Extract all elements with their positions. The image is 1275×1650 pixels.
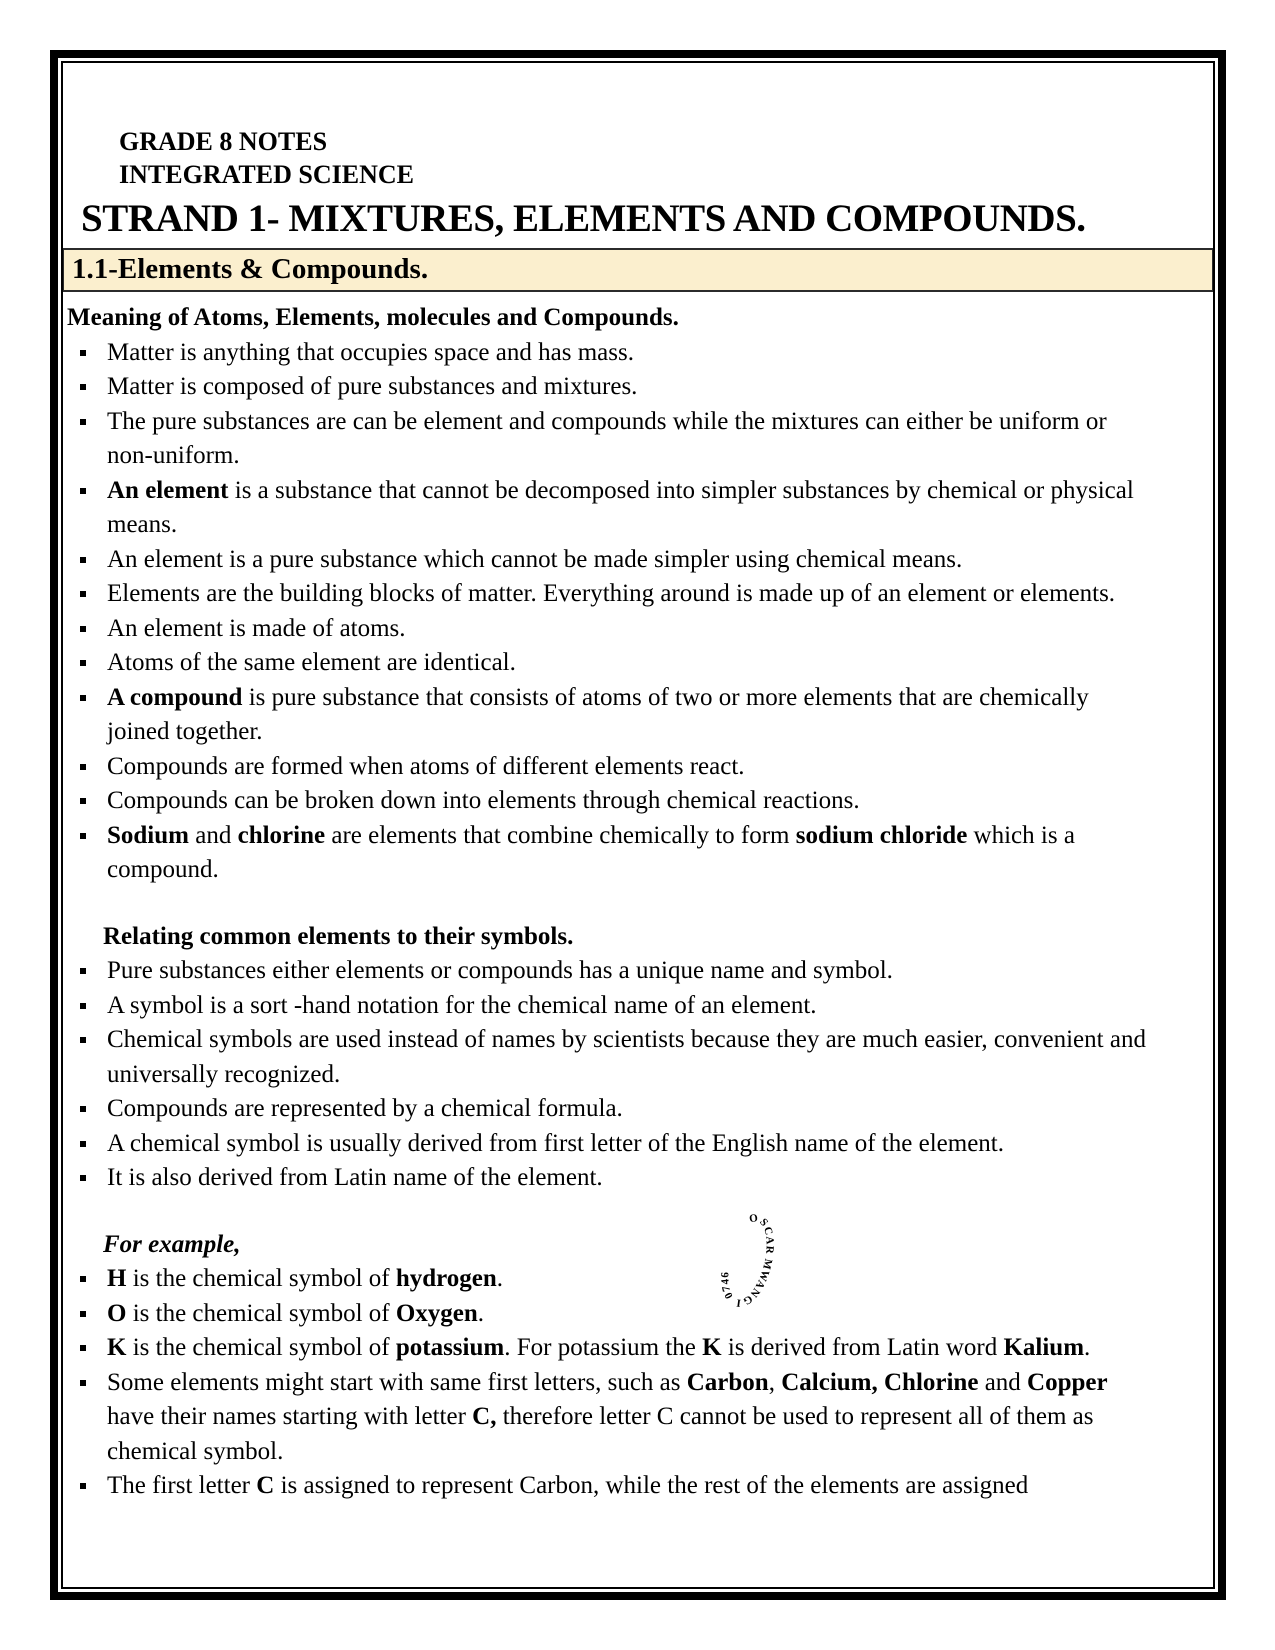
bullet-square-icon <box>80 350 86 356</box>
spacer <box>63 888 1151 920</box>
text-run: Some elements might start with same first letters, such as Carbon, Calcium, Chlorine and Copper have their names starting with letter C, therefore letter C cannot be used to represent all of them as chemical symbol. <box>107 1368 1108 1465</box>
page-inner-border <box>61 61 1215 1589</box>
bullet-square-icon <box>80 764 86 770</box>
text-run: Compounds are formed when atoms of different elements react. <box>107 752 745 780</box>
bullet-square-icon <box>80 1141 86 1147</box>
bullet-square-icon <box>80 557 86 563</box>
spacer <box>63 1196 1151 1228</box>
bullet-square-icon <box>80 1380 86 1386</box>
bullet-square-icon <box>80 1345 86 1351</box>
text-run: A symbol is a sort -hand notation for the chemical name of an element. <box>107 991 817 1019</box>
section-heading <box>103 920 1151 955</box>
bullet-item <box>67 1262 1151 1297</box>
text-run: An element is a substance that cannot be decomposed into simpler substances by chemical or physical means. <box>107 476 1134 538</box>
text-run: Elements are the building blocks of matter. Everything around is made up of an element or elements. <box>107 580 1116 607</box>
bullet-item <box>67 1469 1151 1504</box>
section-heading <box>103 1228 1151 1263</box>
bullet-square-icon <box>80 968 86 974</box>
text-run: Relating common elements to their symbols. <box>103 922 574 950</box>
text-run: K is the chemical symbol of potassium. For potassium the K is derived from Latin word Kalium. <box>107 1334 1091 1361</box>
bullet-item <box>67 784 1151 819</box>
bullet-item <box>67 1092 1151 1127</box>
bullet-item <box>67 405 1151 474</box>
bullet-square-icon <box>80 1276 86 1282</box>
text-run: The pure substances are can be element and compounds while the mixtures can either be uniform or non-uniform. <box>107 407 1107 469</box>
text-run: The first letter C is assigned to represent Carbon, while the rest of the elements are assigned <box>107 1472 1029 1499</box>
bullet-square-icon <box>80 384 86 390</box>
bullet-square-icon <box>80 591 86 597</box>
page-outer-border <box>50 50 1226 1600</box>
text-run: Pure substances either elements or compounds has a unique name and symbol. <box>107 957 893 984</box>
bullet-item <box>67 954 1151 989</box>
bullet-item <box>67 612 1151 647</box>
bullet-square-icon <box>80 695 86 701</box>
text-run: A compound is pure substance that consists of atoms of two or more elements that are chemically joined together. <box>107 683 1089 745</box>
svg-text:OSCAR MWANGI 0746: OSCAR MWANGI 0746 <box>719 1212 776 1309</box>
bullet-item <box>67 1161 1151 1196</box>
header-subject: INTEGRATED SCIENCE <box>119 160 414 189</box>
section-heading <box>67 301 1151 336</box>
bullet-square-icon <box>80 488 86 494</box>
bullet-item <box>67 1331 1151 1366</box>
bullet-item <box>67 1366 1151 1470</box>
text-run: H is the chemical symbol of hydrogen. <box>107 1265 504 1292</box>
bullet-item <box>67 646 1151 681</box>
section-header-bar <box>63 248 1213 292</box>
section-header-label: 1.1-Elements & Compounds. <box>72 253 429 285</box>
bullet-item <box>67 1297 1151 1332</box>
text-run: For example, <box>103 1230 241 1258</box>
bullet-item <box>67 1023 1151 1092</box>
text-run: An element is made of atoms. <box>107 614 406 642</box>
bullet-square-icon <box>80 1175 86 1181</box>
bullet-square-icon <box>80 419 86 425</box>
document-body <box>63 301 1213 1504</box>
document-title: STRAND 1- MIXTURES, ELEMENTS AND COMPOUNDS. <box>81 197 1086 240</box>
bullet-square-icon <box>80 660 86 666</box>
text-run: O is the chemical symbol of Oxygen. <box>107 1299 485 1327</box>
text-run: Chemical symbols are used instead of names by scientists because they are much easier, convenient and universally recognized. <box>107 1026 1146 1088</box>
text-run: Compounds are represented by a chemical formula. <box>107 1095 623 1122</box>
text-run: A chemical symbol is usually derived from first letter of the English name of the element. <box>107 1129 1004 1157</box>
header-course: GRADE 8 NOTES <box>119 127 328 156</box>
bullet-item <box>67 681 1151 750</box>
bullet-square-icon <box>80 1483 86 1489</box>
bullet-item <box>67 577 1151 612</box>
bullet-item <box>67 1127 1151 1162</box>
bullet-item <box>67 336 1151 371</box>
bullet-square-icon <box>80 833 86 839</box>
text-run: Compounds can be broken down into elements through chemical reactions. <box>107 787 860 814</box>
text-run: It is also derived from Latin name of the element. <box>107 1164 603 1191</box>
text-run: An element is a pure substance which cannot be made simpler using chemical means. <box>107 545 963 573</box>
bullet-item <box>67 543 1151 578</box>
bullet-item <box>67 370 1151 405</box>
bullet-square-icon <box>80 1003 86 1009</box>
document-header <box>119 125 1213 191</box>
text-run: Meaning of Atoms, Elements, molecules and Compounds. <box>67 304 679 331</box>
bullet-square-icon <box>80 798 86 804</box>
text-run: Matter is anything that occupies space and has mass. <box>107 338 634 366</box>
bullet-square-icon <box>80 1106 86 1112</box>
bullet-item <box>67 819 1151 888</box>
text-run: Atoms of the same element are identical. <box>107 649 516 676</box>
bullet-item <box>67 750 1151 785</box>
bullet-square-icon <box>80 1037 86 1043</box>
bullet-square-icon <box>80 1311 86 1317</box>
bullet-item <box>67 474 1151 543</box>
bullet-square-icon <box>80 626 86 632</box>
text-run: Matter is composed of pure substances and mixtures. <box>107 373 638 400</box>
text-run: Sodium and chlorine are elements that combine chemically to form sodium chloride which is a compound. <box>107 821 1075 883</box>
bullet-item <box>67 989 1151 1024</box>
